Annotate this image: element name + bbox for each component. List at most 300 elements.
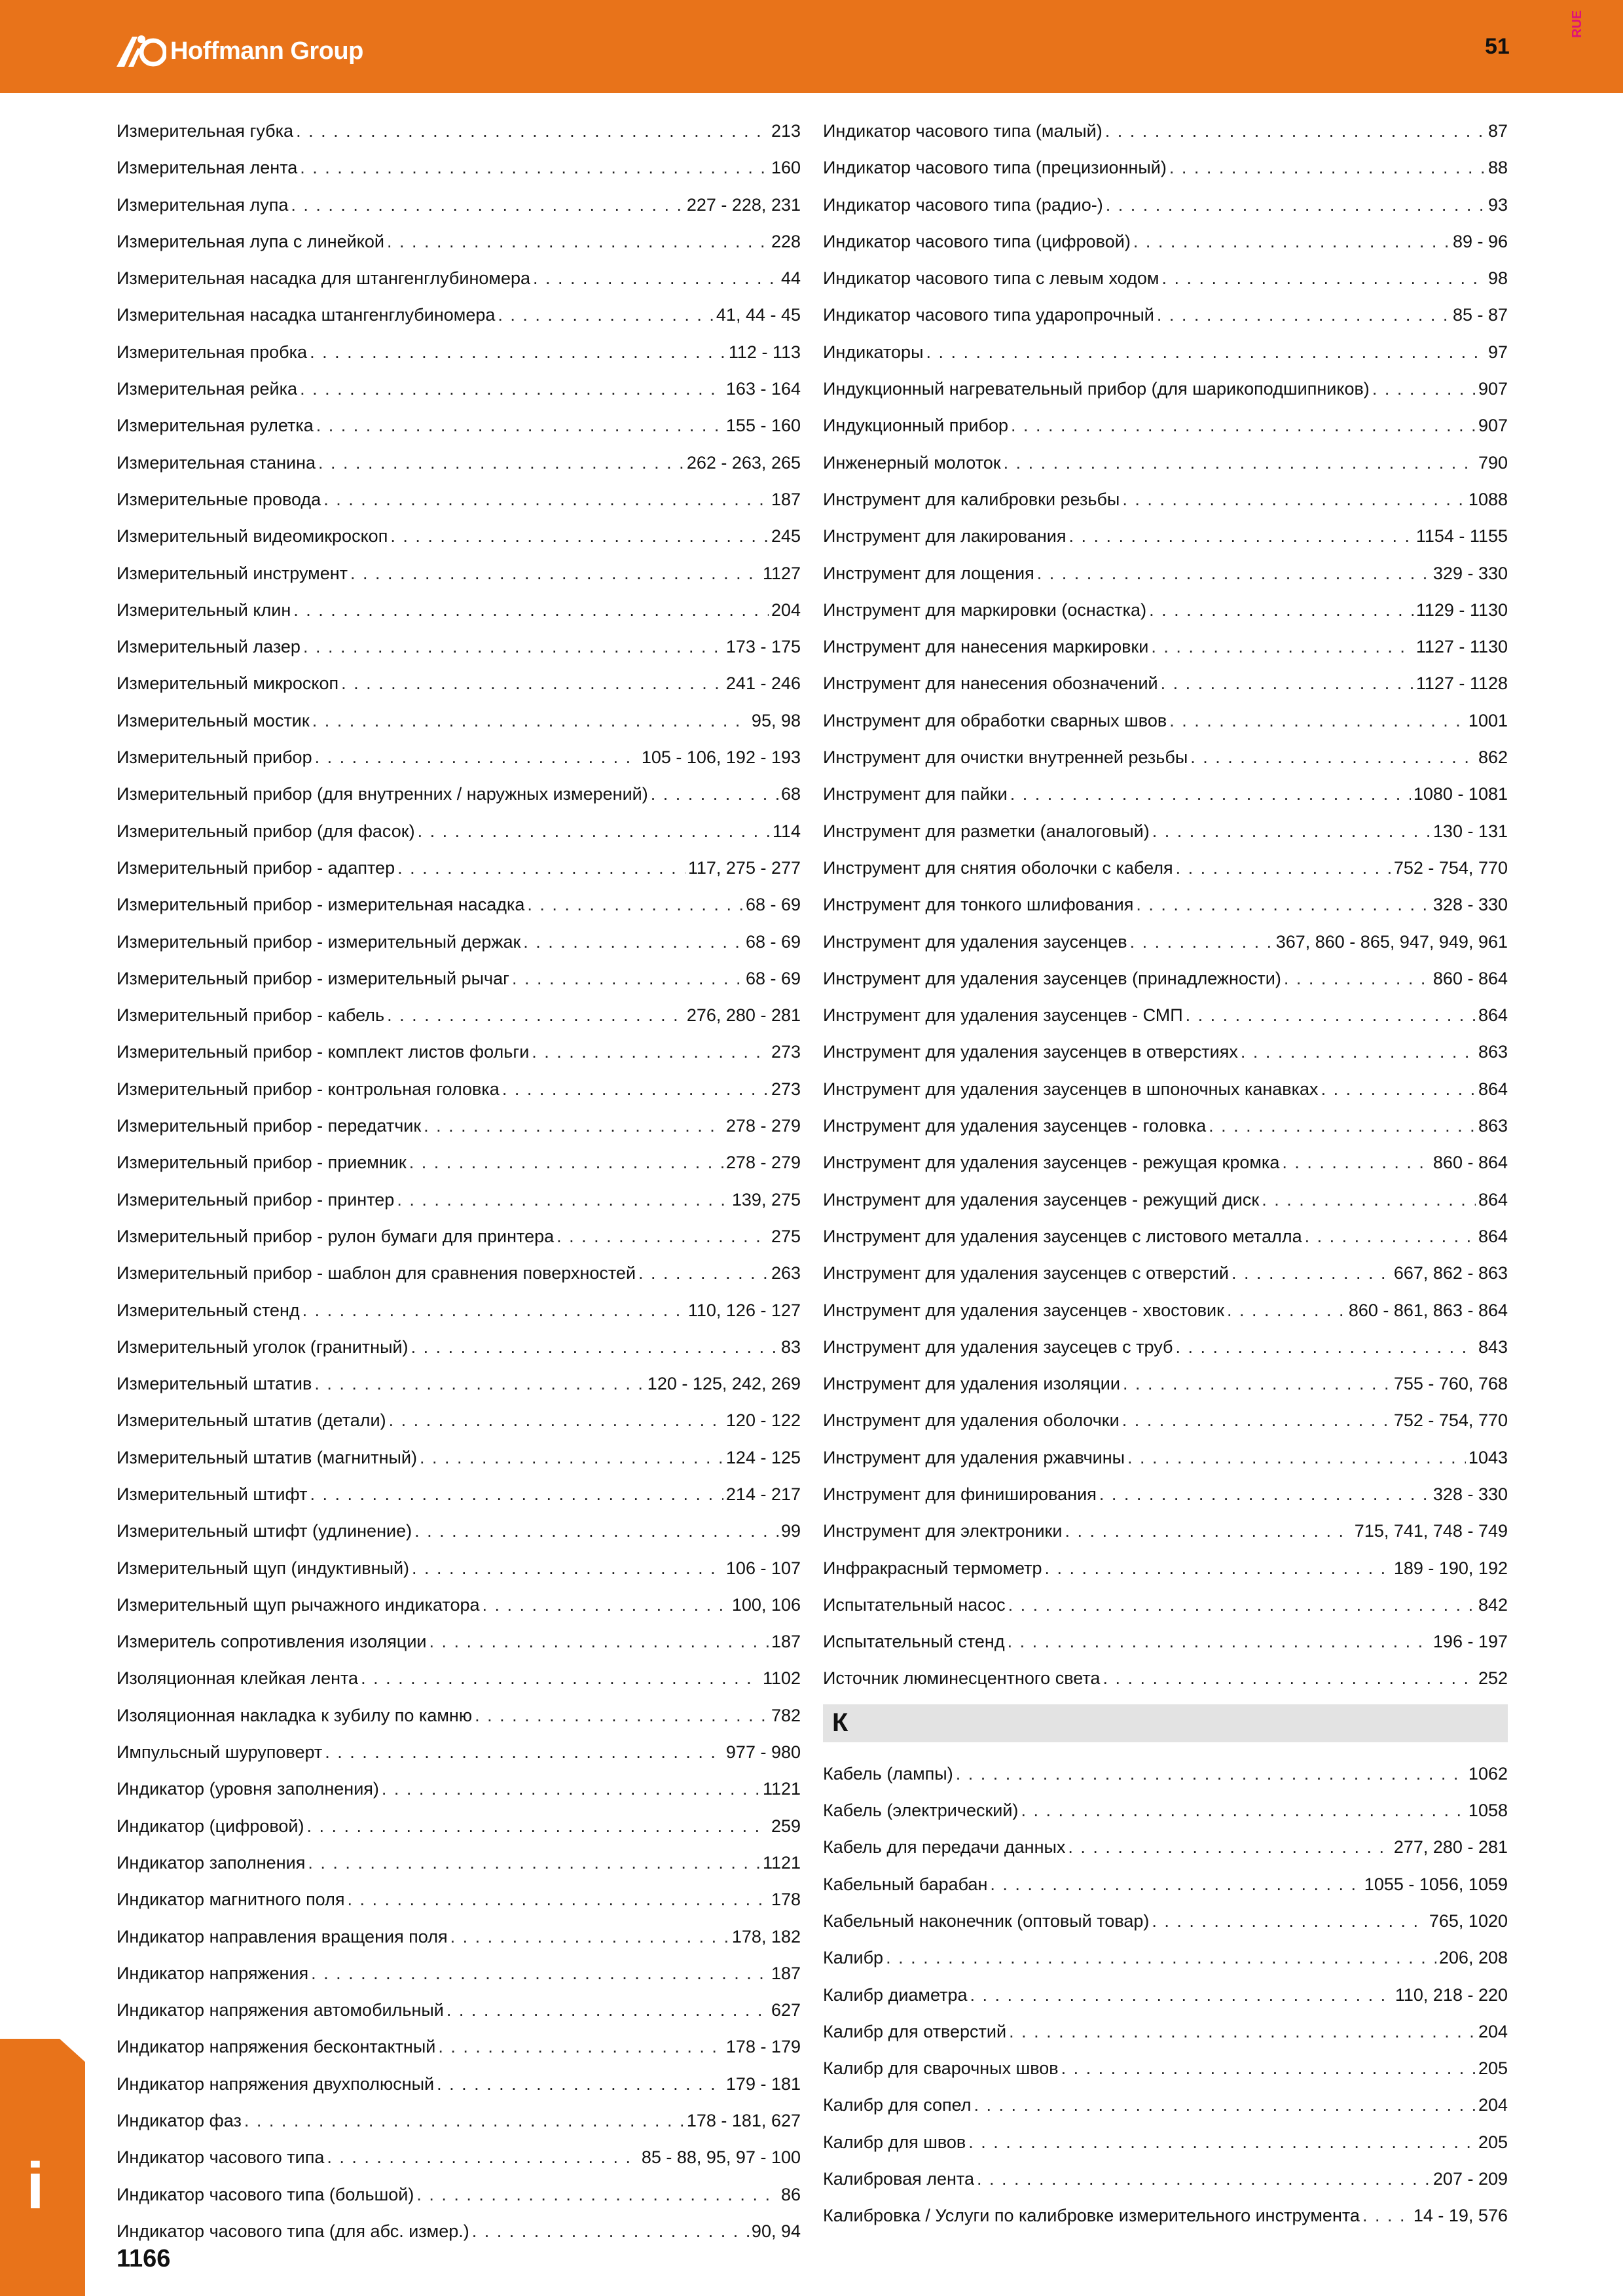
dot-leader <box>502 1071 769 1107</box>
dot-leader <box>1122 1402 1391 1439</box>
entry-name: Измерительная рулетка <box>117 416 314 436</box>
dot-leader <box>447 1992 769 2028</box>
dot-leader <box>1372 370 1476 407</box>
index-entry <box>823 1218 1508 1255</box>
entry-name: Измерительный прибор - комплект листов фольги <box>117 1042 530 1062</box>
index-entry <box>823 334 1508 370</box>
dot-leader <box>990 1866 1361 1903</box>
entry-name: Индикаторы <box>823 342 924 362</box>
index-entry <box>823 370 1508 407</box>
dot-leader <box>418 813 770 850</box>
index-entry <box>823 1439 1508 1476</box>
dot-leader <box>341 665 723 702</box>
entry-pages: 1055 - 1056, 1059 <box>1364 1874 1508 1894</box>
entry-name: Инструмент для удаления заусенцев (принадлежности) <box>823 968 1281 988</box>
index-entry <box>117 1697 801 1734</box>
index-entry <box>823 1660 1508 1696</box>
entry-pages: 163 - 164 <box>725 379 801 399</box>
entry-pages: 139, 275 <box>731 1189 801 1210</box>
index-entry <box>823 2161 1508 2197</box>
index-entry <box>823 1181 1508 1218</box>
dot-leader <box>300 149 769 186</box>
dot-leader <box>414 1513 778 1549</box>
entry-name: Калибр для сварочных швов <box>823 2058 1059 2079</box>
entry-name: Измеритель сопротивления изоляции <box>117 1632 427 1652</box>
index-entry <box>823 1365 1508 1402</box>
index-entry <box>823 481 1508 518</box>
entry-name: Испытательный насос <box>823 1594 1006 1615</box>
entry-name: Инструмент для удаления заусенцев - головка <box>823 1116 1207 1136</box>
entry-pages: 860 - 864 <box>1432 968 1508 988</box>
index-entry <box>823 1587 1508 1623</box>
entry-pages: 1088 <box>1468 489 1508 509</box>
dot-leader <box>974 2087 1476 2123</box>
dot-leader <box>389 1402 723 1439</box>
entry-pages: 187 <box>771 1632 801 1652</box>
index-column-right <box>823 113 1508 2234</box>
index-entry <box>823 924 1508 960</box>
entry-name: Измерительная станина <box>117 452 316 473</box>
entry-pages: 259 <box>771 1816 801 1836</box>
entry-name: Измерительная лупа с линейкой <box>117 231 384 251</box>
entry-pages: 41, 44 - 45 <box>716 305 801 325</box>
entry-pages: 120 - 122 <box>725 1410 801 1431</box>
entry-pages: 864 <box>1478 1226 1508 1246</box>
entry-name: Измерительный штатив (магнитный) <box>117 1447 417 1467</box>
entry-name: Кабельный барабан <box>823 1874 988 1894</box>
entry-pages: 105 - 106, 192 - 193 <box>641 747 801 768</box>
entry-name: Измерительный прибор <box>117 747 312 768</box>
entry-pages: 178, 182 <box>731 1926 801 1946</box>
index-entry <box>117 2213 801 2250</box>
index-entry <box>823 555 1508 592</box>
hoffmann-logo-icon <box>115 33 166 69</box>
dot-leader <box>411 1329 778 1365</box>
entry-pages: 187 <box>771 489 801 509</box>
index-entry <box>823 149 1508 186</box>
dot-leader <box>327 2139 638 2176</box>
dot-leader <box>1103 1660 1476 1696</box>
index-entry <box>117 1513 801 1549</box>
entry-pages: 328 - 330 <box>1432 895 1508 915</box>
dot-leader <box>350 555 760 592</box>
index-entry <box>117 1587 801 1623</box>
index-entry <box>117 1329 801 1365</box>
entry-pages: 98 <box>1487 268 1508 289</box>
dot-leader <box>1061 2050 1476 2087</box>
dot-leader <box>437 2066 723 2102</box>
language-code: RUE <box>1570 10 1584 38</box>
index-entry <box>823 1792 1508 1829</box>
entry-pages: 227 - 228, 231 <box>686 194 801 215</box>
entry-pages: 715, 741, 748 - 749 <box>1354 1521 1508 1541</box>
entry-name: Измерительный лазер <box>117 637 301 657</box>
index-entry <box>117 665 801 702</box>
index-entry <box>117 1439 801 1476</box>
page-number-bottom: 1166 <box>117 2245 171 2272</box>
index-entry <box>117 850 801 886</box>
dot-leader <box>638 1255 769 1291</box>
entry-name: Калибр для сопел <box>823 2095 972 2115</box>
index-entry <box>117 2139 801 2176</box>
index-entry <box>117 296 801 333</box>
entry-pages: 178 - 181, 627 <box>686 2111 801 2131</box>
entry-name: Измерительный уголок (гранитный) <box>117 1336 409 1357</box>
entry-name: Измерительный мостик <box>117 710 310 730</box>
entry-name: Измерительный инструмент <box>117 563 348 583</box>
index-entry <box>117 1255 801 1291</box>
dot-leader <box>409 1144 723 1181</box>
entry-name: Индикатор напряжения двухполюсный <box>117 2073 435 2094</box>
dot-leader <box>886 1939 1436 1976</box>
entry-name: Измерительный прибор (для фасок) <box>117 821 415 841</box>
index-entry <box>823 1033 1508 1070</box>
dot-leader <box>1105 113 1486 149</box>
index-entry <box>117 1734 801 1770</box>
entry-pages: 85 - 87 <box>1452 305 1508 325</box>
entry-name: Кабель (лампы) <box>823 1763 953 1784</box>
entry-name: Кабель (электрический) <box>823 1801 1019 1821</box>
entry-pages: 205 <box>1478 2058 1508 2079</box>
entry-pages: 44 <box>780 268 801 289</box>
dot-leader <box>302 1292 685 1329</box>
entry-pages: 110, 218 - 220 <box>1395 1984 1508 2005</box>
index-entry <box>117 555 801 592</box>
entry-name: Индикатор напряжения <box>117 1963 309 1983</box>
dot-leader <box>296 113 769 149</box>
entry-name: Измерительная лупа <box>117 194 289 215</box>
entry-pages: 1129 - 1130 <box>1415 600 1508 620</box>
dot-leader <box>1190 739 1476 776</box>
index-entry <box>823 2013 1508 2050</box>
index-entry <box>823 518 1508 554</box>
index-entry <box>117 407 801 444</box>
index-column-left <box>117 113 801 2250</box>
index-entry <box>117 960 801 997</box>
entry-name: Инструмент для удаления заусенцев в отверстиях <box>823 1042 1238 1062</box>
entry-pages: 130 - 131 <box>1432 821 1508 841</box>
entry-name: Изоляционная клейкая лента <box>117 1668 359 1689</box>
entry-name: Измерительный прибор (для внутренних / наружных измерений) <box>117 784 648 804</box>
dot-leader <box>1169 149 1486 186</box>
index-entry <box>823 1623 1508 1660</box>
entry-name: Измерительная пробка <box>117 342 308 362</box>
entry-pages: 14 - 19, 576 <box>1413 2206 1508 2226</box>
entry-name: Измерительный штатив (детали) <box>117 1410 386 1431</box>
dot-leader <box>361 1660 760 1696</box>
entry-pages: 1062 <box>1468 1763 1508 1784</box>
index-entry <box>117 2066 801 2102</box>
dot-leader <box>1009 2013 1476 2050</box>
entry-name: Кабель для передачи данных <box>823 1837 1066 1857</box>
entry-name: Измерительная лента <box>117 158 298 178</box>
dot-leader <box>1284 960 1431 997</box>
entry-name: Инструмент для удаления заусецев с труб <box>823 1336 1173 1357</box>
entry-pages: 114 <box>772 821 801 841</box>
entry-name: Индикатор (уровня заполнения) <box>117 1779 379 1799</box>
index-entry <box>823 1329 1508 1365</box>
index-entry <box>823 813 1508 850</box>
entry-pages: 120 - 125, 242, 269 <box>647 1374 801 1394</box>
entry-name: Инструмент для удаления заусенцев с листового металла <box>823 1226 1302 1246</box>
entry-name: Измерительный видеомикроскоп <box>117 526 388 547</box>
dot-leader <box>387 997 684 1033</box>
dot-leader <box>475 1697 769 1734</box>
entry-pages: 124 - 125 <box>725 1447 801 1467</box>
entry-name: Измерительный прибор - принтер <box>117 1189 395 1210</box>
dot-leader <box>390 518 769 554</box>
entry-name: Индикатор часового типа с левым ходом <box>823 268 1159 289</box>
entry-name: Измерительный клин <box>117 600 291 620</box>
entry-pages: 1001 <box>1468 710 1508 730</box>
dot-leader <box>1099 1476 1431 1513</box>
dot-leader <box>303 628 723 665</box>
entry-name: Измерительный штатив <box>117 1374 312 1394</box>
index-entry <box>823 260 1508 296</box>
index-entry <box>823 628 1508 665</box>
dot-leader <box>312 702 749 739</box>
entry-pages: 263 <box>771 1263 801 1283</box>
index-entry <box>823 739 1508 776</box>
entry-pages: 1127 <box>762 563 801 583</box>
index-entry <box>117 370 801 407</box>
entry-name: Инструмент для снятия оболочки с кабеля <box>823 857 1173 878</box>
entry-pages: 864 <box>1478 1005 1508 1026</box>
entry-name: Инструмент для разметки (аналоговый) <box>823 821 1150 841</box>
index-entry <box>117 1881 801 1918</box>
index-entry <box>823 1107 1508 1144</box>
index-entry <box>117 2102 801 2139</box>
header-bar <box>0 0 1623 93</box>
index-entry <box>823 1476 1508 1513</box>
dot-leader <box>1231 1255 1391 1291</box>
dot-leader <box>1362 2197 1411 2234</box>
entry-name: Инструмент для удаления заусенцев - хвостовик <box>823 1300 1224 1320</box>
index-entry <box>117 2176 801 2213</box>
index-entry <box>117 518 801 554</box>
dot-leader <box>1321 1071 1476 1107</box>
index-entry <box>823 886 1508 923</box>
entry-pages: 106 - 107 <box>725 1558 801 1578</box>
entry-pages: 206, 208 <box>1438 1948 1508 1968</box>
dot-leader <box>1021 1792 1465 1829</box>
entry-name: Индикатор (цифровой) <box>117 1816 304 1836</box>
dot-leader <box>1130 924 1273 960</box>
entry-pages: 907 <box>1478 379 1508 399</box>
entry-name: Кабельный наконечник (оптовый товар) <box>823 1910 1150 1931</box>
entry-name: Измерительные провода <box>117 489 321 509</box>
entry-name: Инструмент для калибровки резьбы <box>823 489 1120 509</box>
entry-name: Измерительный микроскоп <box>117 673 339 694</box>
dot-leader <box>1176 850 1391 886</box>
dot-leader <box>1152 1903 1426 1939</box>
index-entry <box>117 1992 801 2028</box>
entry-name: Инструмент для удаления заусенцев - СМП <box>823 1005 1183 1026</box>
dot-leader <box>1157 296 1450 333</box>
entry-pages: 241 - 246 <box>725 673 801 694</box>
entry-pages: 155 - 160 <box>725 416 801 436</box>
index-entry <box>823 444 1508 481</box>
index-entry <box>117 481 801 518</box>
entry-name: Инструмент для обработки сварных швов <box>823 710 1167 730</box>
index-entry <box>117 1218 801 1255</box>
entry-name: Инструмент для нанесения обозначений <box>823 673 1158 694</box>
entry-name: Индикатор часового типа (радио-) <box>823 194 1103 215</box>
index-entry <box>117 187 801 223</box>
entry-pages: 204 <box>1478 2095 1508 2115</box>
entry-pages: 95, 98 <box>751 710 801 730</box>
entry-pages: 1121 <box>762 1852 801 1873</box>
entry-name: Инструмент для удаления ржавчины <box>823 1447 1125 1467</box>
entry-name: Калибровка / Услуги по калибровке измерительного инструмента <box>823 2206 1360 2226</box>
entry-name: Калибр <box>823 1948 884 1968</box>
entry-pages: 1127 - 1128 <box>1415 673 1508 694</box>
dot-leader <box>1305 1218 1476 1255</box>
index-entry <box>117 1033 801 1070</box>
section-heading-k <box>823 1704 1508 1742</box>
dot-leader <box>1123 1365 1391 1402</box>
index-entry <box>823 113 1508 149</box>
dot-leader <box>315 739 639 776</box>
entry-name: Инструмент для маркировки (оснастка) <box>823 600 1147 620</box>
entry-pages: 68 - 69 <box>745 895 801 915</box>
dot-leader <box>308 1844 760 1881</box>
entry-name: Индикатор часового типа (цифровой) <box>823 231 1131 251</box>
index-entry <box>823 702 1508 739</box>
entry-pages: 204 <box>771 600 801 620</box>
entry-name: Измерительный прибор - рулон бумаги для принтера <box>117 1226 555 1246</box>
page-number-top: 51 <box>1485 34 1510 59</box>
dot-leader <box>310 334 726 370</box>
entry-pages: 627 <box>771 2000 801 2020</box>
dot-leader <box>314 1365 644 1402</box>
dot-leader <box>1106 187 1486 223</box>
index-entry <box>117 628 801 665</box>
entry-pages: 68 - 69 <box>745 968 801 988</box>
entry-name: Измерительная насадка для штангенглубиномера <box>117 268 530 289</box>
dot-leader <box>1169 702 1466 739</box>
entry-pages: 213 <box>771 121 801 141</box>
entry-name: Измерительный прибор - кабель <box>117 1005 385 1026</box>
index-entry <box>117 1181 801 1218</box>
dot-leader <box>1227 1292 1346 1329</box>
index-entry <box>117 113 801 149</box>
entry-name: Измерительная рейка <box>117 379 298 399</box>
entry-pages: 1102 <box>762 1668 801 1689</box>
index-entry <box>117 1623 801 1660</box>
entry-pages: 277, 280 - 281 <box>1393 1837 1508 1857</box>
entry-name: Инструмент для удаления заусенцев - режущая кромка <box>823 1153 1280 1173</box>
entry-name: Инструмент для электроники <box>823 1521 1063 1541</box>
entry-name: Источник люминесцентного света <box>823 1668 1101 1689</box>
entry-pages: 178 - 179 <box>725 2037 801 2057</box>
info-icon: i <box>26 2149 45 2223</box>
dot-leader <box>1241 1033 1476 1070</box>
dot-leader <box>523 924 743 960</box>
entry-pages: 83 <box>780 1336 801 1357</box>
dot-leader <box>1161 665 1413 702</box>
entry-pages: 207 - 209 <box>1432 2169 1508 2189</box>
index-entry <box>823 960 1508 997</box>
index-entry <box>823 2087 1508 2123</box>
entry-name: Калибр диаметра <box>823 1984 968 2005</box>
index-entry <box>117 1770 801 1807</box>
entry-name: Индикатор магнитного поля <box>117 1890 345 1910</box>
entry-name: Измерительный прибор - шаблон для сравнения поверхностей <box>117 1263 636 1283</box>
dot-leader <box>323 481 769 518</box>
entry-pages: 864 <box>1478 1189 1508 1210</box>
entry-pages: 843 <box>1478 1336 1508 1357</box>
dot-leader <box>1282 1144 1431 1181</box>
entry-name: Измерительный штифт <box>117 1484 308 1504</box>
entry-name: Измерительный штифт (удлинение) <box>117 1521 412 1541</box>
entry-name: Инструмент для нанесения маркировки <box>823 637 1149 657</box>
entry-pages: 863 <box>1478 1116 1508 1136</box>
index-entry <box>823 2197 1508 2234</box>
index-entry <box>117 813 801 850</box>
entry-pages: 112 - 113 <box>728 342 801 362</box>
dot-leader <box>483 1587 729 1623</box>
entry-name: Индикатор направления вращения поля <box>117 1926 448 1946</box>
dot-leader <box>316 407 723 444</box>
entry-name: Измерительный щуп (индуктивный) <box>117 1558 410 1578</box>
entry-pages: 245 <box>771 526 801 547</box>
dot-leader <box>347 1881 768 1918</box>
entry-name: Индикатор часового типа (малый) <box>823 121 1103 141</box>
entry-name: Инструмент для удаления заусенцев - режущий диск <box>823 1189 1260 1210</box>
entry-pages: 93 <box>1487 194 1508 215</box>
dot-leader <box>310 1476 723 1513</box>
dot-leader <box>1127 1439 1466 1476</box>
entry-name: Индикатор часового типа (прецизионный) <box>823 158 1167 178</box>
index-entry <box>117 1844 801 1881</box>
entry-pages: 187 <box>771 1963 801 1983</box>
entry-name: Индикатор напряжения бесконтактный <box>117 2037 436 2057</box>
entry-pages: 100, 106 <box>731 1594 801 1615</box>
dot-leader <box>1136 886 1431 923</box>
entry-name: Измерительный прибор - адаптер <box>117 857 395 878</box>
entry-pages: 1043 <box>1468 1447 1508 1467</box>
entry-name: Инструмент для удаления заусенцев <box>823 931 1127 952</box>
dot-leader <box>397 1181 729 1218</box>
dot-leader <box>956 1755 1466 1792</box>
dot-leader <box>412 1550 723 1587</box>
dot-leader <box>1037 555 1431 592</box>
dot-leader <box>291 187 684 223</box>
index-entry <box>823 665 1508 702</box>
dot-leader <box>382 1770 760 1807</box>
entry-name: Инструмент для лакирования <box>823 526 1067 547</box>
entry-name: Индикатор часового типа <box>117 2147 325 2168</box>
entry-pages: 110, 126 - 127 <box>687 1300 801 1320</box>
index-entry <box>117 886 801 923</box>
index-entry <box>823 1939 1508 1976</box>
index-entry <box>823 1755 1508 1792</box>
index-entry <box>823 1255 1508 1291</box>
dot-leader <box>438 2028 723 2065</box>
entry-pages: 278 - 279 <box>725 1153 801 1173</box>
dot-leader <box>1068 1829 1391 1865</box>
index-entry <box>117 334 801 370</box>
dot-leader <box>424 1107 723 1144</box>
entry-pages: 173 - 175 <box>725 637 801 657</box>
index-entry <box>117 997 801 1033</box>
index-entry <box>823 1292 1508 1329</box>
entry-pages: 278 - 279 <box>725 1116 801 1136</box>
entry-name: Измерительный щуп рычажного индикатора <box>117 1594 480 1615</box>
entry-pages: 752 - 754, 770 <box>1393 1410 1508 1431</box>
entry-name: Измерительный прибор - измерительная насадка <box>117 895 525 915</box>
